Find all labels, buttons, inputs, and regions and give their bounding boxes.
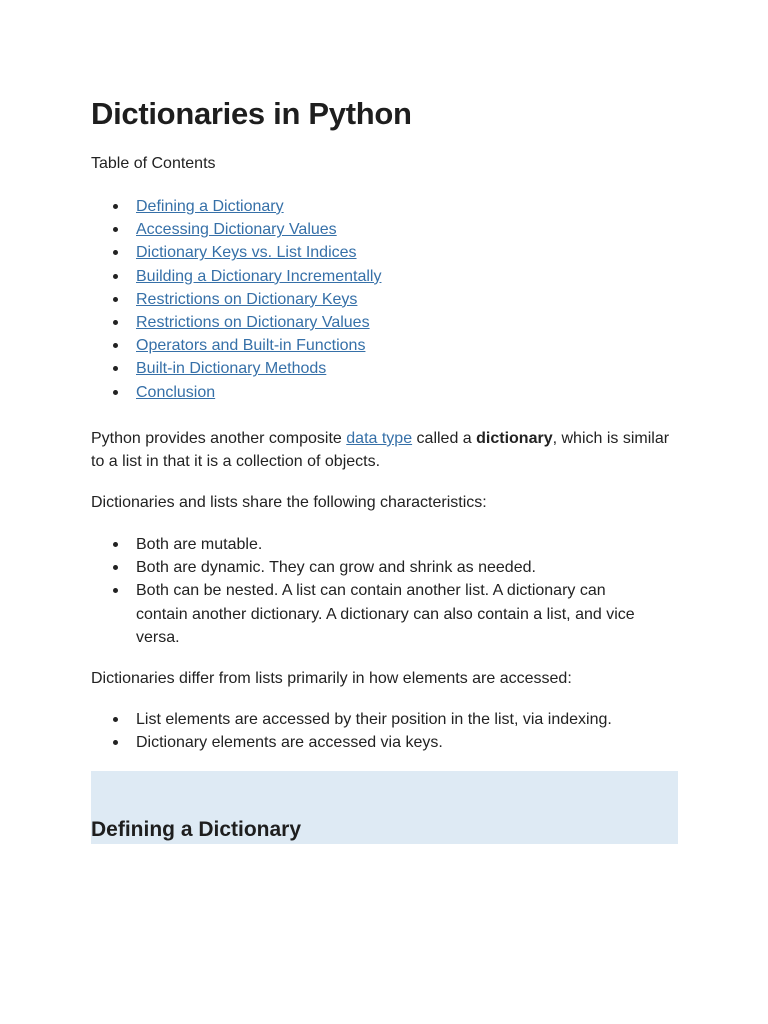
intro-paragraph: [91, 427, 679, 473]
toc-link-operators-and-functions[interactable]: Operators and Built-in Functions: [136, 337, 366, 355]
toc-label: Table of Contents: [91, 155, 216, 172]
intro-text: , which is similar to a list in that it is a collection of objects.: [91, 430, 670, 471]
list-item: Both are mutable.: [91, 533, 651, 556]
toc-link-restrictions-on-values[interactable]: Restrictions on Dictionary Values: [136, 314, 370, 332]
toc-item: [91, 195, 679, 218]
toc-item: [91, 381, 679, 404]
intro-text: Python provides another composite: [91, 430, 347, 447]
section-title: Defining a Dictionary: [91, 818, 302, 841]
toc-item: [91, 357, 679, 380]
list-item: Dictionary elements are accessed via keys.: [91, 731, 679, 754]
differences-list: [91, 708, 679, 754]
shared-characteristics-heading: Dictionaries and lists share the following characteristics:: [91, 494, 487, 511]
toc-item: [91, 241, 679, 264]
page-title: Dictionaries in Python: [91, 96, 412, 131]
toc-item: [91, 311, 679, 334]
differences-heading: Dictionaries differ from lists primarily in how elements are accessed:: [91, 670, 572, 687]
list-item: Both are dynamic. They can grow and shrink as needed.: [91, 556, 651, 579]
list-item: Both can be nested. A list can contain another list. A dictionary can contain another dictionary. A dictionary can also contain a list, and vice versa.: [91, 579, 651, 649]
toc-link-dictionary-methods[interactable]: Built-in Dictionary Methods: [136, 360, 327, 378]
section-header: [91, 771, 678, 844]
toc-item: [91, 334, 679, 357]
toc-link-accessing-dictionary-values[interactable]: Accessing Dictionary Values: [136, 221, 337, 239]
toc-link-building-incrementally[interactable]: Building a Dictionary Incrementally: [136, 267, 382, 285]
table-of-contents: [91, 195, 679, 404]
toc-link-defining-a-dictionary[interactable]: Defining a Dictionary: [136, 198, 284, 215]
dictionary-term: dictionary: [476, 430, 553, 447]
intro-text: called a: [412, 430, 477, 447]
toc-item: [91, 288, 679, 311]
toc-link-restrictions-on-keys[interactable]: Restrictions on Dictionary Keys: [136, 290, 358, 308]
toc-link-dictionary-keys-vs-list-indices[interactable]: Dictionary Keys vs. List Indices: [136, 244, 357, 262]
list-item: List elements are accessed by their position in the list, via indexing.: [91, 708, 679, 731]
data-type-link[interactable]: data type: [346, 430, 413, 447]
toc-link-conclusion[interactable]: Conclusion: [136, 383, 216, 401]
toc-item: [91, 265, 679, 288]
shared-characteristics-list: [91, 533, 651, 649]
toc-item: [91, 218, 679, 241]
